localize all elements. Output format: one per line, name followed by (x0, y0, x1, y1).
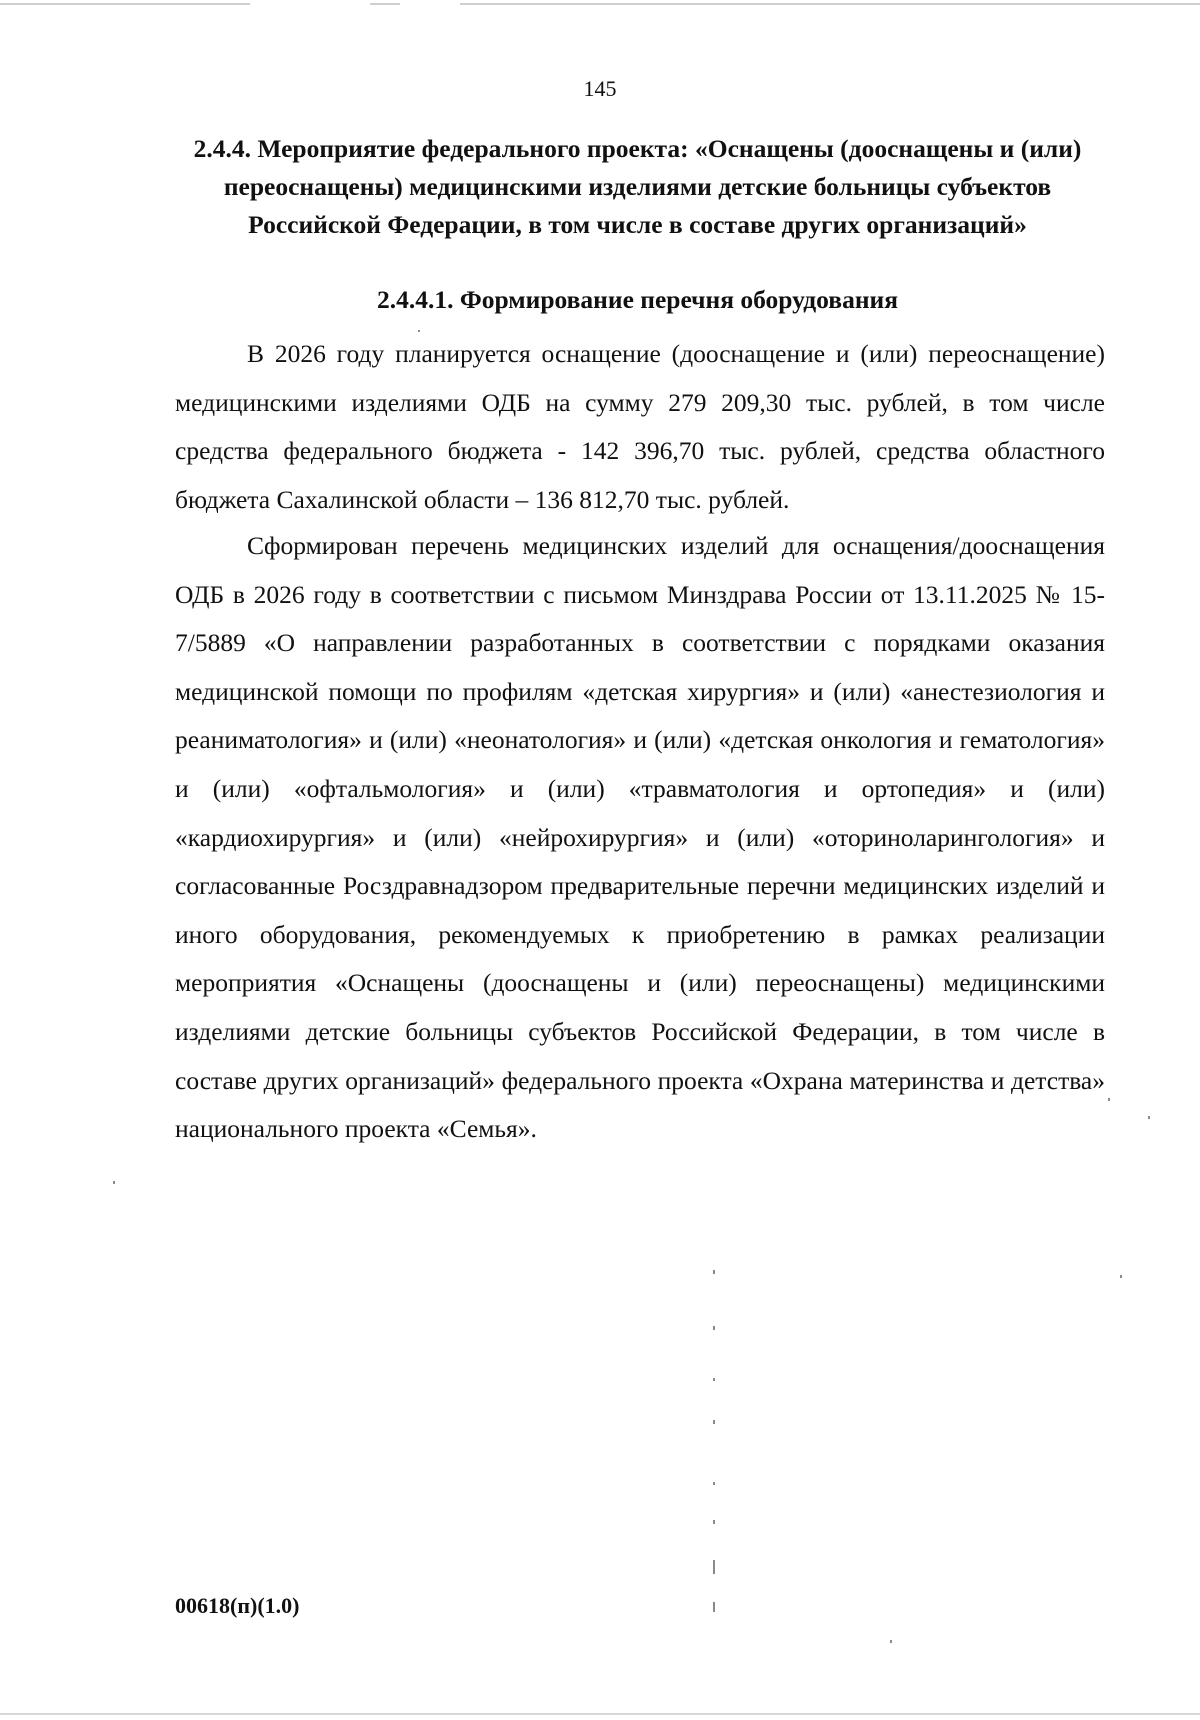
subsection-heading: 2.4.4.1. Формирование перечня оборудования (376, 285, 899, 314)
body-paragraph-funding: В 2026 году планируется оснащение (дооснащение и (или) переоснащение) медицинскими изделиями ОДБ на сумму 279 209,30 тыс. рублей, в том числе средства федерального бюджета - 142 396,70 тыс. рублей, средства областного бюджета Сахалинской области – 136 812,70 тыс. рублей. (175, 339, 1105, 514)
scan-top-border (0, 3, 1200, 5)
scan-bottom-border (0, 1713, 1200, 1715)
page-number: 145 (583, 76, 617, 101)
body-paragraph-equipment-list: Сформирован перечень медицинских изделий для оснащения/дооснащения ОДБ в 2026 году в соответствии с письмом Минздрава России от 13.11.2025 № 15-7/5889 «О направлении разработанных в соответствии с порядками оказания медицинской помощи по профилям «детская хирургия» и (или) «анестезиология и реаниматология» и (или) «неонатология» и (или) «детская онкология и гематология» и (или) «офтальмология» и (или) «травматология и ортопедия» и (или) «кардиохирургия» и (или) «нейрохирургия» и (или) «оториноларингология» и согласованные Росздравнадзором предварительные перечни медицинских изделий и иного оборудования, рекомендуемых к приобретению в рамках реализации мероприятия «Оснащены (дооснащены и (или) переоснащены) медицинскими изделиями детские больницы субъектов Российской Федерации, в том числе в составе других организаций» федерального проекта «Охрана материнства и детства» национального проекта «Семья». (175, 531, 1105, 1144)
document-code: 00618(п)(1.0) (175, 1593, 300, 1618)
section-heading: 2.4.4. Мероприятие федерального проекта: «Оснащены (дооснащены и (или) переоснащены) медицинскими изделиями детские больницы субъектов Российской Федерации, в том числе в составе других организаций» (193, 134, 1082, 239)
